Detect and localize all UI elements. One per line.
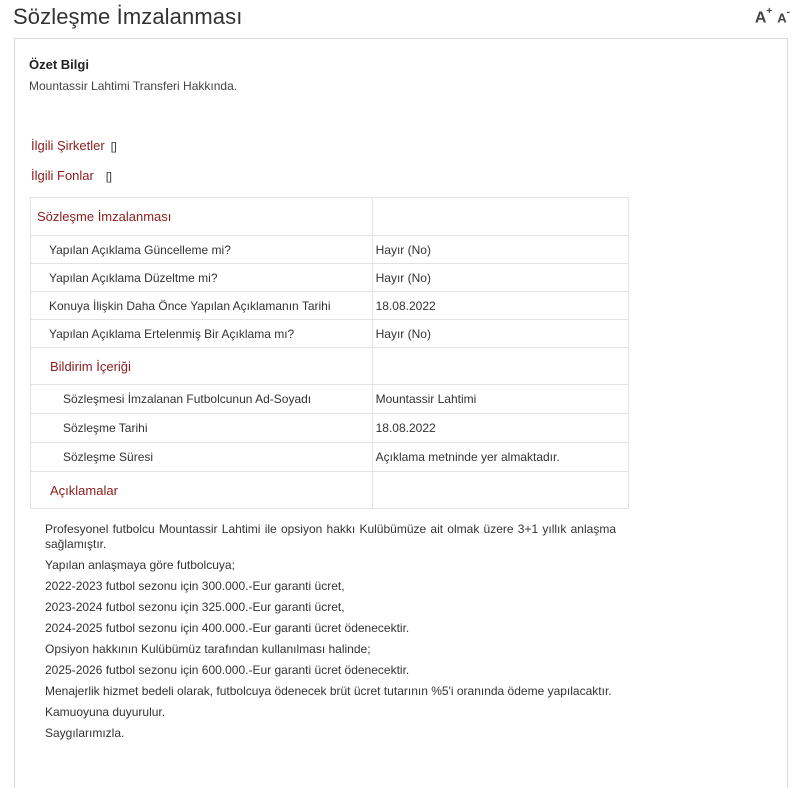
summary-title: Özet Bilgi [29,57,89,72]
statement-paragraph: Yapılan anlaşmaya göre futbolcuya; [45,558,235,572]
font-increase-label: A [754,9,767,27]
plus-icon: + [766,6,773,17]
notes-title: Açıklamalar [50,482,118,498]
row-label: Sözleşme Tarihi [63,421,148,435]
statement-paragraph: Menajerlik hizmet bedeli olarak, futbolcuya ödenecek brüt ücret tutarının %5'i oranında ödeme yapılacaktır. [45,684,612,698]
statement-text [45,522,616,747]
statement-paragraph: 2024-2025 futbol sezonu için 400.000.-Eur garanti ücret ödenecektir. [45,621,410,635]
related-funds [31,168,112,183]
statement-paragraph: 2025-2026 futbol sezonu için 600.000.-Eur garanti ücret ödenecektir. [45,663,410,677]
row-label: Konuya İlişkin Daha Önce Yapılan Açıklamanın Tarihi [49,298,331,313]
table-section-header [31,198,629,236]
section-title: Sözleşme İmzalanması [37,209,172,224]
disclosure-table [30,197,629,509]
related-companies [31,138,117,153]
row-label: Sözleşmesi İmzalanan Futbolcunun Ad-Soyadı [63,392,312,406]
row-value: Hayır (No) [372,264,628,292]
table-row [31,264,629,292]
page-header [0,0,800,36]
row-value: Mountassir Lahtimi [372,385,628,414]
row-value: 18.08.2022 [372,414,628,443]
related-funds-value: [] [105,171,112,183]
content-title: Bildirim İçeriği [50,358,131,374]
statement-paragraph: 2023-2024 futbol sezonu için 325.000.-Eur garanti ücret, [45,600,345,614]
row-label: Yapılan Açıklama Ertelenmiş Bir Açıklama mı? [49,326,295,341]
row-value: 18.08.2022 [372,292,628,320]
table-row [31,236,629,264]
font-increase-button[interactable] [755,8,772,27]
row-label: Yapılan Açıklama Güncelleme mi? [49,242,231,257]
statement-paragraph: Kamuoyuna duyurulur. [45,705,166,719]
font-size-controls [755,8,790,27]
related-funds-label[interactable]: İlgili Fonlar [31,168,94,183]
minus-icon: - [786,7,790,18]
statement-paragraph: Profesyonel futbolcu Mountassir Lahtimi ile opsiyon hakkı Kulübümüze ait olmak üzere 3+1 yıllık anlaşma sağlamıştır. [45,522,616,551]
row-value: Hayır (No) [372,236,628,264]
row-label: Sözleşme Süresi [63,450,154,464]
related-companies-label[interactable]: İlgili Şirketler [31,138,105,153]
table-row [31,292,629,320]
statement-paragraph: Opsiyon hakkının Kulübümüz tarafından kullanılması halinde; [45,642,371,656]
table-row [31,320,629,348]
table-row [31,385,629,414]
disclosure-card [14,38,788,788]
row-label: Yapılan Açıklama Düzeltme mi? [49,270,218,285]
page-title: Sözleşme İmzalanması [13,4,243,29]
related-companies-value: [] [110,141,117,153]
summary-text: Mountassir Lahtimi Transferi Hakkında. [29,79,238,93]
statement-paragraph: Saygılarımızla. [45,726,125,740]
table-row [31,443,629,472]
font-decrease-label: A [777,10,787,26]
row-value: Hayır (No) [372,320,628,348]
statement-paragraph: 2022-2023 futbol sezonu için 300.000.-Eur garanti ücret, [45,579,345,593]
table-subsection-header [31,348,629,385]
table-row [31,414,629,443]
font-decrease-button[interactable] [777,9,790,25]
row-value: Açıklama metninde yer almaktadır. [372,443,628,472]
table-subsection-header [31,472,629,509]
